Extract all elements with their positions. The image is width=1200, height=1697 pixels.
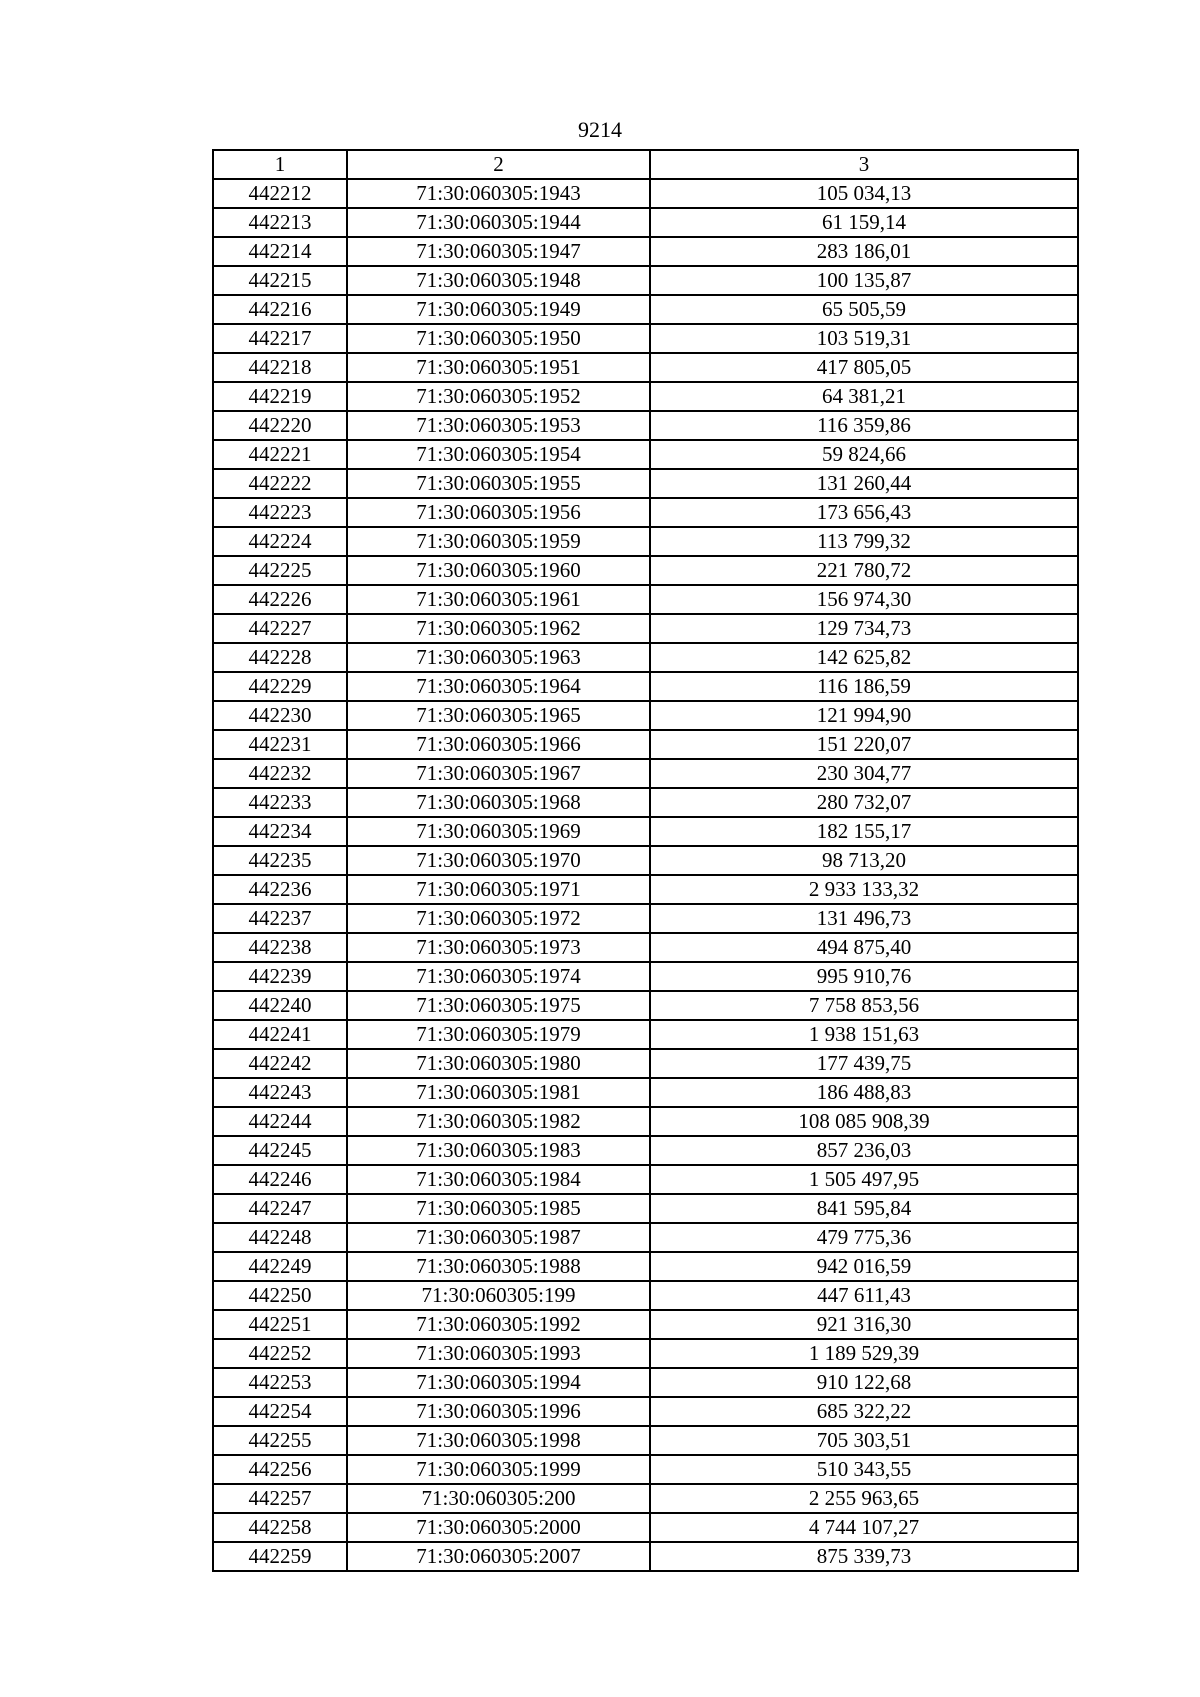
table-body [213,179,1078,1571]
row-number-cell: 442230 [213,701,347,730]
row-number-cell: 442212 [213,179,347,208]
table-row [213,1542,1078,1571]
cadastral-value-cell: 280 732,07 [650,788,1078,817]
row-number-cell: 442243 [213,1078,347,1107]
cadastral-value-cell: 177 439,75 [650,1049,1078,1078]
cadastral-value-cell: 156 974,30 [650,585,1078,614]
cadastral-value-cell: 921 316,30 [650,1310,1078,1339]
cadastral-value-cell: 2 933 133,32 [650,875,1078,904]
row-number-cell: 442232 [213,759,347,788]
cadastral-value-cell: 103 519,31 [650,324,1078,353]
table-row [213,1252,1078,1281]
table-row [213,817,1078,846]
cadastral-number-cell: 71:30:060305:1960 [347,556,650,585]
table-row [213,266,1078,295]
cadastral-value-cell: 59 824,66 [650,440,1078,469]
row-number-cell: 442218 [213,353,347,382]
table-row [213,1165,1078,1194]
cadastral-number-cell: 71:30:060305:1982 [347,1107,650,1136]
table-row [213,1049,1078,1078]
row-number-cell: 442213 [213,208,347,237]
cadastral-number-cell: 71:30:060305:1971 [347,875,650,904]
cadastral-value-cell: 283 186,01 [650,237,1078,266]
table-row [213,208,1078,237]
row-number-cell: 442223 [213,498,347,527]
table-row [213,1281,1078,1310]
row-number-cell: 442234 [213,817,347,846]
row-number-cell: 442237 [213,904,347,933]
table-row [213,585,1078,614]
table-row [213,353,1078,382]
cadastral-number-cell: 71:30:060305:1980 [347,1049,650,1078]
cadastral-value-cell: 142 625,82 [650,643,1078,672]
cadastral-value-cell: 113 799,32 [650,527,1078,556]
cadastral-value-cell: 98 713,20 [650,846,1078,875]
table-row [213,672,1078,701]
table-row [213,411,1078,440]
cadastral-number-cell: 71:30:060305:1996 [347,1397,650,1426]
cadastral-value-cell: 1 505 497,95 [650,1165,1078,1194]
cadastral-number-cell: 71:30:060305:1998 [347,1426,650,1455]
cadastral-value-cell: 942 016,59 [650,1252,1078,1281]
cadastral-number-cell: 71:30:060305:199 [347,1281,650,1310]
table-row [213,846,1078,875]
cadastral-value-cell: 61 159,14 [650,208,1078,237]
table-row [213,324,1078,353]
table-row [213,730,1078,759]
row-number-cell: 442216 [213,295,347,324]
row-number-cell: 442239 [213,962,347,991]
table-row [213,1107,1078,1136]
table-row [213,1513,1078,1542]
cadastral-value-cell: 151 220,07 [650,730,1078,759]
cadastral-number-cell: 71:30:060305:1984 [347,1165,650,1194]
cadastral-value-cell: 494 875,40 [650,933,1078,962]
table-row [213,1020,1078,1049]
table-row [213,440,1078,469]
cadastral-value-cell: 131 260,44 [650,469,1078,498]
table-row [213,1223,1078,1252]
row-number-cell: 442238 [213,933,347,962]
cadastral-value-cell: 129 734,73 [650,614,1078,643]
table-row [213,382,1078,411]
cadastral-number-cell: 71:30:060305:1972 [347,904,650,933]
cadastral-value-cell: 116 186,59 [650,672,1078,701]
table-row [213,498,1078,527]
cadastral-value-table [212,149,1079,1572]
row-number-cell: 442228 [213,643,347,672]
cadastral-number-cell: 71:30:060305:1993 [347,1339,650,1368]
row-number-cell: 442257 [213,1484,347,1513]
row-number-cell: 442214 [213,237,347,266]
row-number-cell: 442220 [213,411,347,440]
table-row [213,1426,1078,1455]
cadastral-value-cell: 131 496,73 [650,904,1078,933]
cadastral-value-cell: 910 122,68 [650,1368,1078,1397]
table-row [213,933,1078,962]
cadastral-number-cell: 71:30:060305:1943 [347,179,650,208]
cadastral-number-cell: 71:30:060305:1975 [347,991,650,1020]
column-header-1: 1 [213,150,347,179]
cadastral-number-cell: 71:30:060305:1967 [347,759,650,788]
cadastral-number-cell: 71:30:060305:2000 [347,1513,650,1542]
cadastral-number-cell: 71:30:060305:1949 [347,295,650,324]
cadastral-value-cell: 4 744 107,27 [650,1513,1078,1542]
cadastral-value-cell: 479 775,36 [650,1223,1078,1252]
cadastral-value-cell: 221 780,72 [650,556,1078,585]
row-number-cell: 442245 [213,1136,347,1165]
cadastral-number-cell: 71:30:060305:1951 [347,353,650,382]
cadastral-value-cell: 186 488,83 [650,1078,1078,1107]
table-row [213,1194,1078,1223]
row-number-cell: 442252 [213,1339,347,1368]
table-row [213,527,1078,556]
cadastral-number-cell: 71:30:060305:200 [347,1484,650,1513]
table-row [213,643,1078,672]
row-number-cell: 442219 [213,382,347,411]
cadastral-value-cell: 100 135,87 [650,266,1078,295]
cadastral-value-cell: 685 322,22 [650,1397,1078,1426]
row-number-cell: 442254 [213,1397,347,1426]
row-number-cell: 442248 [213,1223,347,1252]
table-row [213,179,1078,208]
table-row [213,295,1078,324]
row-number-cell: 442235 [213,846,347,875]
cadastral-number-cell: 71:30:060305:1947 [347,237,650,266]
cadastral-number-cell: 71:30:060305:1988 [347,1252,650,1281]
cadastral-number-cell: 71:30:060305:1992 [347,1310,650,1339]
cadastral-number-cell: 71:30:060305:1999 [347,1455,650,1484]
row-number-cell: 442249 [213,1252,347,1281]
cadastral-value-cell: 1 189 529,39 [650,1339,1078,1368]
cadastral-number-cell: 71:30:060305:1961 [347,585,650,614]
table-row [213,614,1078,643]
table-row [213,1078,1078,1107]
table-row [213,788,1078,817]
cadastral-number-cell: 71:30:060305:1955 [347,469,650,498]
row-number-cell: 442221 [213,440,347,469]
table-row [213,237,1078,266]
table-row [213,1339,1078,1368]
cadastral-number-cell: 71:30:060305:1950 [347,324,650,353]
cadastral-number-cell: 71:30:060305:1956 [347,498,650,527]
cadastral-value-cell: 2 255 963,65 [650,1484,1078,1513]
row-number-cell: 442233 [213,788,347,817]
cadastral-value-cell: 510 343,55 [650,1455,1078,1484]
row-number-cell: 442224 [213,527,347,556]
table-row [213,1310,1078,1339]
table-row [213,904,1078,933]
cadastral-number-cell: 71:30:060305:1983 [347,1136,650,1165]
page-number: 9214 [578,117,622,142]
row-number-cell: 442236 [213,875,347,904]
row-number-cell: 442225 [213,556,347,585]
cadastral-value-cell: 875 339,73 [650,1542,1078,1571]
row-number-cell: 442250 [213,1281,347,1310]
table-row [213,469,1078,498]
column-header-2: 2 [347,150,650,179]
row-number-cell: 442231 [213,730,347,759]
cadastral-value-cell: 173 656,43 [650,498,1078,527]
cadastral-number-cell: 71:30:060305:1948 [347,266,650,295]
row-number-cell: 442253 [213,1368,347,1397]
cadastral-number-cell: 71:30:060305:2007 [347,1542,650,1571]
table-row [213,1455,1078,1484]
row-number-cell: 442227 [213,614,347,643]
row-number-cell: 442255 [213,1426,347,1455]
row-number-cell: 442242 [213,1049,347,1078]
cadastral-number-cell: 71:30:060305:1952 [347,382,650,411]
cadastral-value-cell: 7 758 853,56 [650,991,1078,1020]
cadastral-number-cell: 71:30:060305:1962 [347,614,650,643]
cadastral-value-cell: 116 359,86 [650,411,1078,440]
row-number-cell: 442215 [213,266,347,295]
cadastral-number-cell: 71:30:060305:1987 [347,1223,650,1252]
table-row [213,701,1078,730]
cadastral-number-cell: 71:30:060305:1985 [347,1194,650,1223]
cadastral-number-cell: 71:30:060305:1954 [347,440,650,469]
cadastral-number-cell: 71:30:060305:1970 [347,846,650,875]
cadastral-number-cell: 71:30:060305:1964 [347,672,650,701]
table-row [213,991,1078,1020]
table-row [213,1484,1078,1513]
cadastral-number-cell: 71:30:060305:1973 [347,933,650,962]
cadastral-number-cell: 71:30:060305:1979 [347,1020,650,1049]
table-row [213,1368,1078,1397]
cadastral-value-cell: 105 034,13 [650,179,1078,208]
cadastral-value-cell: 65 505,59 [650,295,1078,324]
row-number-cell: 442217 [213,324,347,353]
cadastral-number-cell: 71:30:060305:1963 [347,643,650,672]
cadastral-value-cell: 230 304,77 [650,759,1078,788]
table-row [213,759,1078,788]
table-row [213,1136,1078,1165]
table-row [213,1397,1078,1426]
cadastral-number-cell: 71:30:060305:1974 [347,962,650,991]
cadastral-number-cell: 71:30:060305:1953 [347,411,650,440]
cadastral-number-cell: 71:30:060305:1966 [347,730,650,759]
table-row [213,875,1078,904]
cadastral-number-cell: 71:30:060305:1959 [347,527,650,556]
row-number-cell: 442247 [213,1194,347,1223]
cadastral-number-cell: 71:30:060305:1968 [347,788,650,817]
row-number-cell: 442259 [213,1542,347,1571]
table-header [213,150,1078,179]
cadastral-value-cell: 108 085 908,39 [650,1107,1078,1136]
cadastral-value-cell: 995 910,76 [650,962,1078,991]
cadastral-value-cell: 182 155,17 [650,817,1078,846]
table-row [213,962,1078,991]
cadastral-value-cell: 417 805,05 [650,353,1078,382]
column-header-3: 3 [650,150,1078,179]
cadastral-value-cell: 121 994,90 [650,701,1078,730]
cadastral-value-cell: 64 381,21 [650,382,1078,411]
cadastral-number-cell: 71:30:060305:1981 [347,1078,650,1107]
row-number-cell: 442226 [213,585,347,614]
cadastral-value-cell: 841 595,84 [650,1194,1078,1223]
header-row [213,150,1078,179]
row-number-cell: 442246 [213,1165,347,1194]
cadastral-value-cell: 1 938 151,63 [650,1020,1078,1049]
row-number-cell: 442258 [213,1513,347,1542]
cadastral-number-cell: 71:30:060305:1969 [347,817,650,846]
cadastral-value-cell: 447 611,43 [650,1281,1078,1310]
cadastral-number-cell: 71:30:060305:1994 [347,1368,650,1397]
row-number-cell: 442240 [213,991,347,1020]
cadastral-number-cell: 71:30:060305:1944 [347,208,650,237]
cadastral-number-cell: 71:30:060305:1965 [347,701,650,730]
row-number-cell: 442256 [213,1455,347,1484]
row-number-cell: 442251 [213,1310,347,1339]
row-number-cell: 442244 [213,1107,347,1136]
cadastral-value-cell: 857 236,03 [650,1136,1078,1165]
row-number-cell: 442222 [213,469,347,498]
table-row [213,556,1078,585]
row-number-cell: 442241 [213,1020,347,1049]
row-number-cell: 442229 [213,672,347,701]
cadastral-value-cell: 705 303,51 [650,1426,1078,1455]
